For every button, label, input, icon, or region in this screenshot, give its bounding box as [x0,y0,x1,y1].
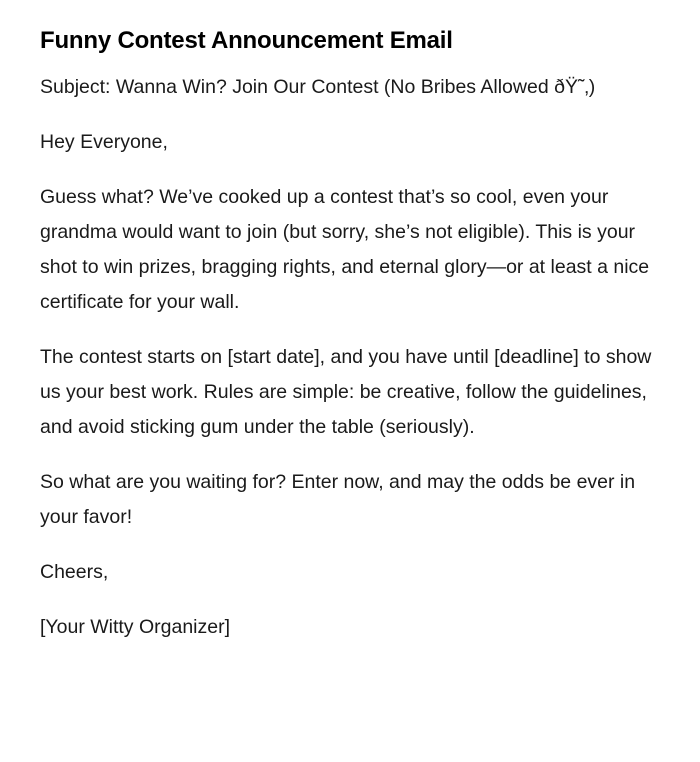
email-body-paragraph-3: So what are you waiting for? Enter now, and may the odds be ever in your favor! [40,471,636,528]
email-body-paragraph-1: Guess what? We’ve cooked up a contest that’s so cool, even your grandma would want to join (but sorry, she’s not eligible). This is your shot to win prizes, bragging rights, and eternal glory—or at least a nice certificate for your wall. [40,186,650,313]
email-greeting: Hey Everyone, [40,131,168,153]
document-title: Funny Contest Announcement Email [40,27,453,54]
email-body-paragraph-2: The contest starts on [start date], and you have until [deadline] to show us your best work. Rules are simple: be creative, follow the guidelines, and avoid sticking gum under the table (seriously). [40,346,652,438]
email-signature: [Your Witty Organizer] [40,616,231,638]
email-subject-line: Subject: Wanna Win? Join Our Contest (No Bribes Allowed ðŸ˜‚) [40,76,596,98]
email-closing: Cheers, [40,561,109,583]
